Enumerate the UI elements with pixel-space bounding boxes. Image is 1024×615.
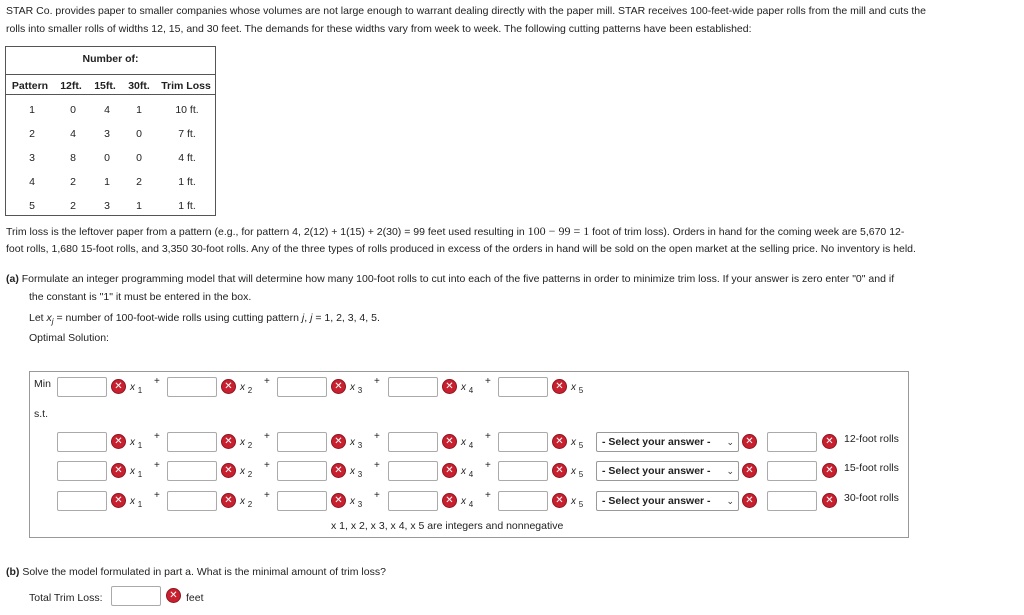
st-label: s.t.	[34, 408, 49, 420]
trim-loss-unit: feet	[186, 592, 204, 604]
var-subscript: 2	[247, 470, 253, 479]
part-a-text: Formulate an integer programming model that will determine how many 100-foot rolls to cut into each of the five patterns in order to minimize trim loss. If your answer is zero enter "0" and if	[18, 273, 895, 285]
var-subscript: 3	[357, 441, 363, 450]
var-subscript: 3	[357, 500, 363, 509]
table-row	[6, 104, 215, 120]
wrong-answer-icon: ✕	[742, 493, 757, 508]
cell-30ft: 0	[136, 128, 142, 140]
var-subscript: 1	[137, 386, 143, 395]
var-letter: x	[350, 466, 355, 477]
plus-sign: +	[264, 431, 270, 442]
constraint-1-coef-x5-input[interactable]	[498, 432, 548, 452]
wrong-answer-icon: ✕	[331, 434, 346, 449]
constraint-3-var-x3	[350, 496, 362, 509]
wrong-answer-icon: ✕	[442, 434, 457, 449]
intro-line-2: rolls into smaller rolls of widths 12, 15, and 30 feet. The demands for these widths vary from week to week. The following cutting patterns have been established:	[6, 23, 752, 35]
constraint-1-var-x1	[130, 437, 142, 450]
cell-30ft: 1	[136, 104, 142, 116]
trim-loss-line-2: foot rolls, 1,680 15-foot rolls, and 3,350 30-foot rolls. Any of the three types of rolls produced in excess of the orders in hand will be sold on the open market at the selling price. No inventory is held.	[6, 243, 916, 255]
header-pattern: Pattern	[11, 80, 49, 92]
plus-sign: +	[485, 490, 491, 501]
wrong-answer-icon: ✕	[111, 463, 126, 478]
plus-sign: +	[154, 431, 160, 442]
select-placeholder: - Select your answer -	[602, 465, 711, 477]
cell-15ft: 0	[104, 152, 110, 164]
wrong-answer-icon: ✕	[822, 434, 837, 449]
var-letter: x	[350, 382, 355, 393]
constraint-3-coef-x5-input[interactable]	[498, 491, 548, 511]
constraint-3-coef-x4-input[interactable]	[388, 491, 438, 511]
wrong-answer-icon: ✕	[331, 493, 346, 508]
let-text-b: = number of 100-foot-wide rolls using cutting pattern	[53, 312, 302, 324]
wrong-answer-icon: ✕	[111, 493, 126, 508]
var-subscript: 2	[247, 441, 253, 450]
constraint-2-var-x5	[571, 466, 583, 479]
plus-sign: +	[374, 431, 380, 442]
wrong-answer-icon: ✕	[822, 463, 837, 478]
var-subscript: 4	[468, 441, 474, 450]
cutting-patterns-table	[5, 46, 216, 216]
objective-var-x5	[571, 382, 583, 395]
table-row	[6, 128, 215, 144]
constraint-2-coef-x3-input[interactable]	[277, 461, 327, 481]
nonnegativity-constraint: x 1, x 2, x 3, x 4, x 5 are integers and nonnegative	[331, 520, 564, 532]
constraint-3-coef-x3-input[interactable]	[277, 491, 327, 511]
constraint-3-relation-select[interactable]	[596, 491, 739, 511]
var-letter: x	[240, 496, 245, 507]
var-letter: x	[240, 437, 245, 448]
constraint-3-rhs-label: 30-foot rolls	[844, 492, 899, 504]
wrong-answer-icon: ✕	[552, 379, 567, 394]
constraint-2-var-x2	[240, 466, 252, 479]
plus-sign: +	[485, 431, 491, 442]
wrong-answer-icon: ✕	[221, 463, 236, 478]
wrong-answer-icon: ✕	[221, 493, 236, 508]
constraint-2-coef-x2-input[interactable]	[167, 461, 217, 481]
wrong-answer-icon: ✕	[742, 463, 757, 478]
constraint-1-relation-select[interactable]	[596, 432, 739, 452]
var-letter: x	[461, 382, 466, 393]
var-letter: x	[240, 382, 245, 393]
let-text: Let	[29, 312, 47, 324]
var-letter: x	[461, 496, 466, 507]
ip-model-box	[29, 371, 909, 538]
select-placeholder: - Select your answer -	[602, 436, 711, 448]
cell-pattern: 4	[29, 176, 35, 188]
constraint-3-var-x4	[461, 496, 473, 509]
wrong-answer-icon: ✕	[552, 493, 567, 508]
plus-sign: +	[154, 460, 160, 471]
objective-var-x1	[130, 382, 142, 395]
var-letter: x	[571, 466, 576, 477]
cell-12ft: 8	[70, 152, 76, 164]
cell-pattern: 5	[29, 200, 35, 212]
var-sub-j: j	[51, 317, 54, 327]
header-12ft: 12ft.	[60, 80, 82, 92]
wrong-answer-icon: ✕	[111, 434, 126, 449]
cell-pattern: 2	[29, 128, 35, 140]
constraint-1-coef-x4-input[interactable]	[388, 432, 438, 452]
constraint-2-var-x3	[350, 466, 362, 479]
cell-pattern: 3	[29, 152, 35, 164]
objective-coef-x4-input[interactable]	[388, 377, 438, 397]
wrong-answer-icon: ✕	[331, 463, 346, 478]
plus-sign: +	[264, 490, 270, 501]
table-super-header: Number of:	[82, 53, 139, 65]
objective-coef-x1-input[interactable]	[57, 377, 107, 397]
constraint-1-coef-x1-input[interactable]	[57, 432, 107, 452]
objective-coef-x5-input[interactable]	[498, 377, 548, 397]
let-text-c: ,	[304, 312, 311, 324]
var-letter: x	[571, 382, 576, 393]
wrong-answer-icon: ✕	[552, 463, 567, 478]
cell-15ft: 4	[104, 104, 110, 116]
objective-var-x4	[461, 382, 473, 395]
plus-sign: +	[374, 376, 380, 387]
constraint-1-coef-x3-input[interactable]	[277, 432, 327, 452]
wrong-answer-icon: ✕	[442, 493, 457, 508]
constraint-2-var-x4	[461, 466, 473, 479]
table-row	[6, 176, 215, 192]
objective-var-x3	[350, 382, 362, 395]
constraint-2-relation-select[interactable]	[596, 461, 739, 481]
var-x: x	[46, 312, 52, 324]
wrong-answer-icon: ✕	[221, 379, 236, 394]
optimal-solution-label: Optimal Solution:	[29, 332, 109, 344]
var-letter: x	[350, 496, 355, 507]
var-subscript: 3	[357, 386, 363, 395]
cell-12ft: 2	[70, 200, 76, 212]
chevron-down-icon: ⌄	[726, 437, 734, 447]
wrong-answer-icon: ✕	[552, 434, 567, 449]
plus-sign: +	[374, 460, 380, 471]
plus-sign: +	[154, 490, 160, 501]
var-j: j	[301, 312, 305, 324]
cell-trim-loss: 1 ft.	[178, 176, 196, 188]
constraint-2-coef-x1-input[interactable]	[57, 461, 107, 481]
constraint-3-var-x1	[130, 496, 142, 509]
plus-sign: +	[374, 490, 380, 501]
part-b-label: (b)	[6, 566, 20, 578]
constraint-1-var-x2	[240, 437, 252, 450]
plus-sign: +	[264, 460, 270, 471]
constraint-3-coef-x2-input[interactable]	[167, 491, 217, 511]
table-header-row	[6, 74, 215, 95]
cell-trim-loss: 7 ft.	[178, 128, 196, 140]
total-trim-loss-input[interactable]	[111, 586, 161, 606]
part-a-label: (a)	[6, 273, 19, 285]
cell-30ft: 0	[136, 152, 142, 164]
var-letter: x	[130, 382, 135, 393]
cell-pattern: 1	[29, 104, 35, 116]
header-trim-loss: Trim Loss	[161, 80, 211, 92]
cell-15ft: 3	[104, 128, 110, 140]
constraint-3-var-x2	[240, 496, 252, 509]
var-letter: x	[571, 437, 576, 448]
intro-line-1: STAR Co. provides paper to smaller companies whose volumes are not large enough to warrant dealing directly with the paper mill. STAR receives 100-feet-wide paper rolls from the mill and cuts the	[6, 5, 926, 17]
var-letter: x	[240, 466, 245, 477]
var-subscript: 1	[137, 470, 143, 479]
var-subscript: 2	[247, 500, 253, 509]
var-letter: x	[130, 496, 135, 507]
plus-sign: +	[485, 376, 491, 387]
wrong-answer-icon: ✕	[221, 434, 236, 449]
trim-loss-line-1	[6, 222, 1018, 241]
cell-15ft: 1	[104, 176, 110, 188]
table-row	[6, 200, 215, 216]
let-x-definition	[29, 309, 380, 331]
cell-trim-loss: 4 ft.	[178, 152, 196, 164]
wrong-answer-icon: ✕	[111, 379, 126, 394]
var-letter: x	[350, 437, 355, 448]
var-subscript: 1	[137, 500, 143, 509]
var-subscript: 3	[357, 470, 363, 479]
constraint-1-rhs-label: 12-foot rolls	[844, 433, 899, 445]
var-letter: x	[461, 437, 466, 448]
part-a-line-2: the constant is "1" it must be entered in the box.	[29, 291, 252, 303]
constraint-3-rhs-input[interactable]	[767, 491, 817, 511]
var-letter: x	[130, 466, 135, 477]
constraint-2-rhs-label: 15-foot rolls	[844, 462, 899, 474]
var-subscript: 1	[137, 441, 143, 450]
constraint-3-var-x5	[571, 496, 583, 509]
part-b-question	[6, 563, 1018, 581]
chevron-down-icon: ⌄	[726, 496, 734, 506]
wrong-answer-icon: ✕	[166, 588, 181, 603]
constraint-3-coef-x1-input[interactable]	[57, 491, 107, 511]
cell-12ft: 4	[70, 128, 76, 140]
cell-30ft: 2	[136, 176, 142, 188]
var-subscript: 5	[578, 470, 584, 479]
constraint-1-var-x5	[571, 437, 583, 450]
wrong-answer-icon: ✕	[442, 379, 457, 394]
objective-var-x2	[240, 382, 252, 395]
var-subscript: 4	[468, 500, 474, 509]
constraint-1-var-x4	[461, 437, 473, 450]
let-text-d: = 1, 2, 3, 4, 5.	[312, 312, 380, 324]
constraint-2-var-x1	[130, 466, 142, 479]
cell-12ft: 0	[70, 104, 76, 116]
part-a-line-1	[6, 270, 1018, 288]
cell-15ft: 3	[104, 200, 110, 212]
var-letter: x	[130, 437, 135, 448]
objective-coef-x3-input[interactable]	[277, 377, 327, 397]
header-15ft: 15ft.	[94, 80, 116, 92]
cell-trim-loss: 10 ft.	[175, 104, 199, 116]
trim-text-b: foot of trim loss). Orders in hand for the coming week are 5,670 12-	[589, 226, 905, 238]
var-subscript: 4	[468, 386, 474, 395]
plus-sign: +	[154, 376, 160, 387]
constraint-2-coef-x5-input[interactable]	[498, 461, 548, 481]
var-subscript: 5	[578, 441, 584, 450]
cell-30ft: 1	[136, 200, 142, 212]
constraint-1-coef-x2-input[interactable]	[167, 432, 217, 452]
plus-sign: +	[264, 376, 270, 387]
constraint-2-rhs-input[interactable]	[767, 461, 817, 481]
trim-text-a: Trim loss is the leftover paper from a pattern (e.g., for pattern 4, 2(12) + 1(15) + 2(30) = 99 feet used resulting in	[6, 226, 528, 238]
var-subscript: 2	[247, 386, 253, 395]
var-subscript: 5	[578, 386, 584, 395]
table-row	[6, 152, 215, 168]
var-letter: x	[461, 466, 466, 477]
wrong-answer-icon: ✕	[442, 463, 457, 478]
constraint-1-var-x3	[350, 437, 362, 450]
cell-trim-loss: 1 ft.	[178, 200, 196, 212]
wrong-answer-icon: ✕	[331, 379, 346, 394]
wrong-answer-icon: ✕	[822, 493, 837, 508]
var-subscript: 5	[578, 500, 584, 509]
var-letter: x	[571, 496, 576, 507]
cell-12ft: 2	[70, 176, 76, 188]
total-trim-loss-label: Total Trim Loss:	[29, 592, 103, 604]
header-30ft: 30ft.	[128, 80, 150, 92]
plus-sign: +	[485, 460, 491, 471]
select-placeholder: - Select your answer -	[602, 495, 711, 507]
constraint-1-rhs-input[interactable]	[767, 432, 817, 452]
trim-equation: 100 − 99 = 1	[527, 224, 590, 238]
chevron-down-icon: ⌄	[726, 466, 734, 476]
min-label: Min	[34, 378, 51, 390]
var-j-2: j	[310, 312, 313, 324]
constraint-2-coef-x4-input[interactable]	[388, 461, 438, 481]
wrong-answer-icon: ✕	[742, 434, 757, 449]
part-b-text: Solve the model formulated in part a. What is the minimal amount of trim loss?	[19, 566, 386, 578]
var-subscript: 4	[468, 470, 474, 479]
objective-coef-x2-input[interactable]	[167, 377, 217, 397]
